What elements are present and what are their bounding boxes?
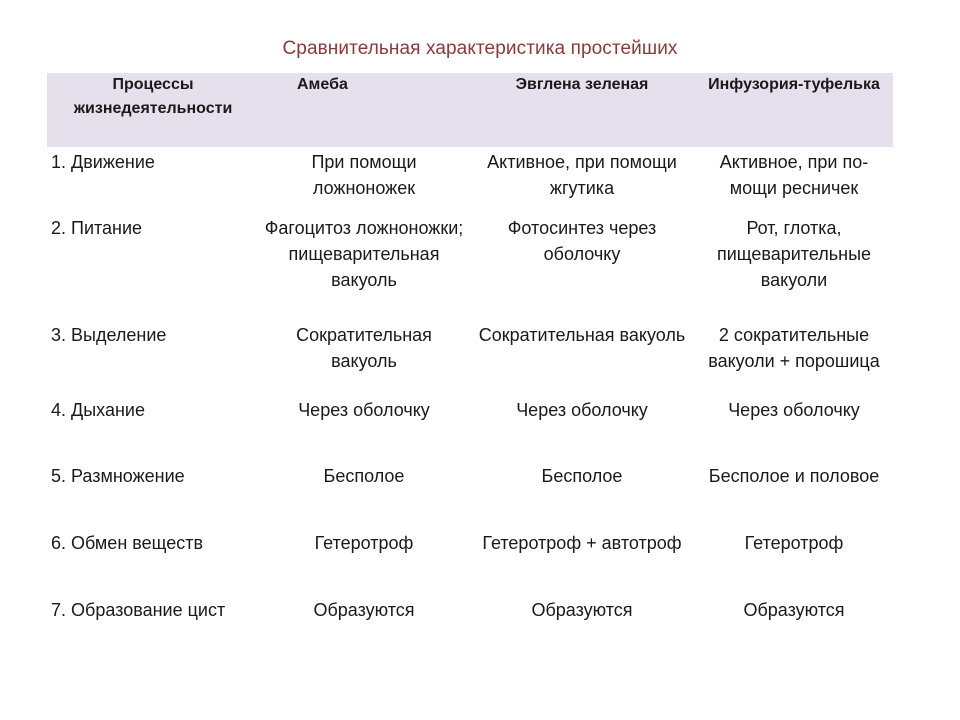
cell-infusoria: 2 сократительные вакуоли + порошица bbox=[708, 325, 880, 371]
cell-infusoria: Бесполое и половое bbox=[708, 466, 880, 486]
table-row bbox=[47, 395, 893, 461]
cell-euglena: Через оболочку bbox=[516, 400, 648, 420]
cell-euglena: Бесполое bbox=[541, 466, 623, 486]
header-process: Процессы жизнедеятельности bbox=[47, 73, 259, 147]
cell-euglena: Фотосинтез через оболочку bbox=[507, 218, 657, 264]
cell-process: 4. Дыхание bbox=[51, 400, 145, 420]
cell-amoeba: Через оболочку bbox=[298, 400, 430, 420]
header-row bbox=[47, 73, 893, 147]
cell-amoeba: При помощи ложноножек bbox=[311, 152, 417, 198]
table-row bbox=[47, 213, 893, 320]
cell-amoeba: Сократительная вакуоль bbox=[296, 325, 432, 371]
cell-infusoria: Активное, при по-мощи ресничек bbox=[719, 152, 869, 198]
header-infusoria: Инфузория-туфелька bbox=[695, 73, 893, 147]
table-body bbox=[47, 147, 893, 655]
table-header bbox=[47, 73, 893, 147]
table-row bbox=[47, 320, 893, 395]
cell-euglena: Сократительная вакуоль bbox=[478, 325, 686, 345]
cell-amoeba: Бесполое bbox=[323, 466, 405, 486]
cell-euglena: Активное, при помощи жгутика bbox=[487, 152, 677, 198]
table-row bbox=[47, 461, 893, 528]
table-row bbox=[47, 595, 893, 655]
cell-process: 2. Питание bbox=[51, 218, 143, 238]
cell-amoeba: Образуются bbox=[313, 600, 415, 620]
cell-infusoria: Через оболочку bbox=[728, 400, 860, 420]
cell-amoeba: Фагоцитоз ложноножки; пищеварительная вакуоль bbox=[264, 218, 464, 290]
table-row bbox=[47, 147, 893, 213]
table-row bbox=[47, 528, 893, 595]
cell-infusoria: Образуются bbox=[743, 600, 845, 620]
comparison-table bbox=[47, 73, 893, 655]
cell-infusoria: Гетеротроф bbox=[744, 533, 844, 553]
cell-process: 6. Обмен веществ bbox=[51, 533, 204, 553]
cell-process: 1. Движение bbox=[51, 152, 155, 172]
cell-process: 5. Размножение bbox=[51, 466, 185, 486]
cell-process: 3. Выделение bbox=[51, 325, 167, 345]
cell-amoeba: Гетеротроф bbox=[314, 533, 414, 553]
header-amoeba: Амеба bbox=[259, 73, 469, 147]
cell-euglena: Гетеротроф + автотроф bbox=[482, 533, 682, 553]
cell-infusoria: Рот, глотка, пищеварительные вакуоли bbox=[716, 218, 872, 290]
cell-euglena: Образуются bbox=[531, 600, 633, 620]
page-title: Сравнительная характеристика простейших bbox=[282, 38, 678, 59]
header-euglena: Эвглена зеленая bbox=[469, 73, 695, 147]
cell-process: 7. Образование цист bbox=[51, 600, 226, 620]
